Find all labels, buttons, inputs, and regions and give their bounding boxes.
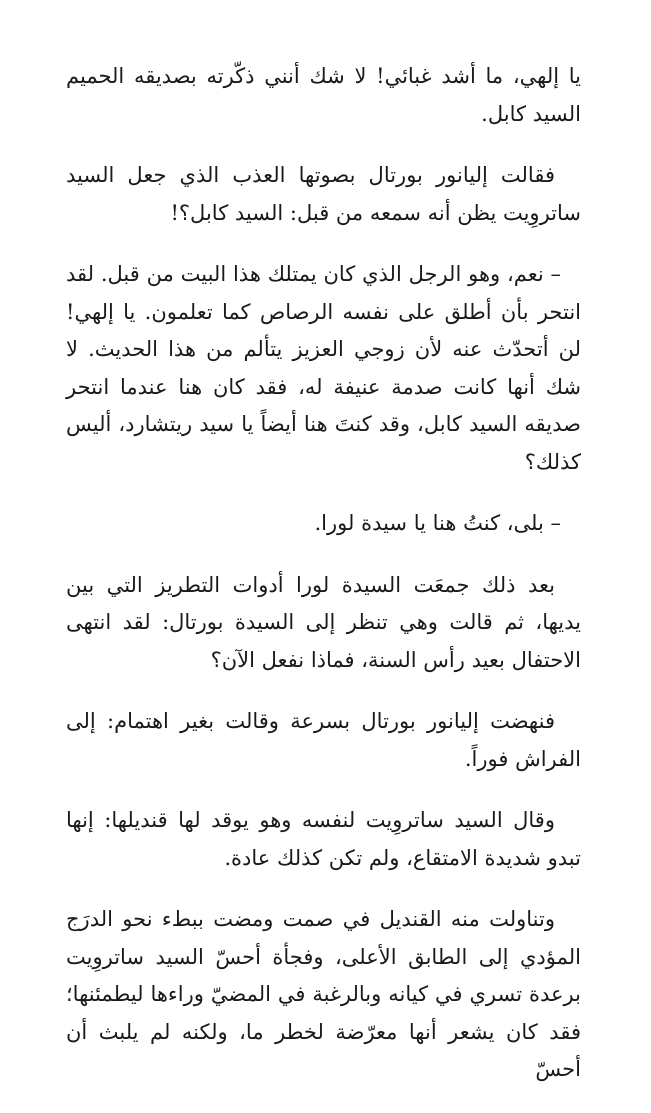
paragraph-8: وتناولت منه القنديل في صمت ومضت ببطء نحو الدرَج المؤدي إلى الطابق الأعلى، وفجأة أحسّ السيد ساتروِيت برعدة تسري في كيانه وبالرغبة في المضيّ وراءها ليطمئنها؛ فقد كان يشعر أنها معرّضة لخطر ما، ولكنه لم يلبث أن أحسّ — [66, 907, 581, 1081]
paragraph-3: – نعم، وهو الرجل الذي كان يمتلك هذا البيت من قبل. لقد انتحر بأن أطلق على نفسه الرصاص كما تعلمون. يا إلهي! لن أتحدّث عنه لأن زوجي العزيز يتألم من هذا الحديث. لا شك أنها كانت صدمة عنيفة له، فقد كان هنا عندما انتحر صديقه السيد كابل، وقد كنتَ هنا أيضاً يا سيد ريتشارد، أليس كذلك؟ — [66, 262, 581, 474]
paragraph-7: وقال السيد ساتروِيت لنفسه وهو يوقد لها قنديلها: إنها تبدو شديدة الامتقاع، ولم تكن كذلك عادة. — [66, 808, 581, 870]
body-text — [66, 58, 581, 1113]
paragraph-2: فقالت إليانور بورتال بصوتها العذب الذي جعل السيد ساتروِيت يظن أنه سمعه من قبل: السيد كابل؟! — [66, 163, 581, 225]
paragraph-5: بعد ذلك جمعَت السيدة لورا أدوات التطريز التي بين يديها، ثم قالت وهي تنظر إلى السيدة بورتال: لقد انتهى الاحتفال بعيد رأس السنة، فماذا نفعل الآن؟ — [66, 572, 581, 672]
paragraph-4: – بلى، كنتُ هنا يا سيدة لورا. — [314, 511, 561, 535]
paragraph-6: فنهضت إليانور بورتال بسرعة وقالت بغير اهتمام: إلى الفراش فوراً. — [66, 709, 581, 771]
paragraph-1: يا إلهي، ما أشد غبائي! لا شك أنني ذكّرته بصديقه الحميم السيد كابل. — [66, 64, 581, 126]
